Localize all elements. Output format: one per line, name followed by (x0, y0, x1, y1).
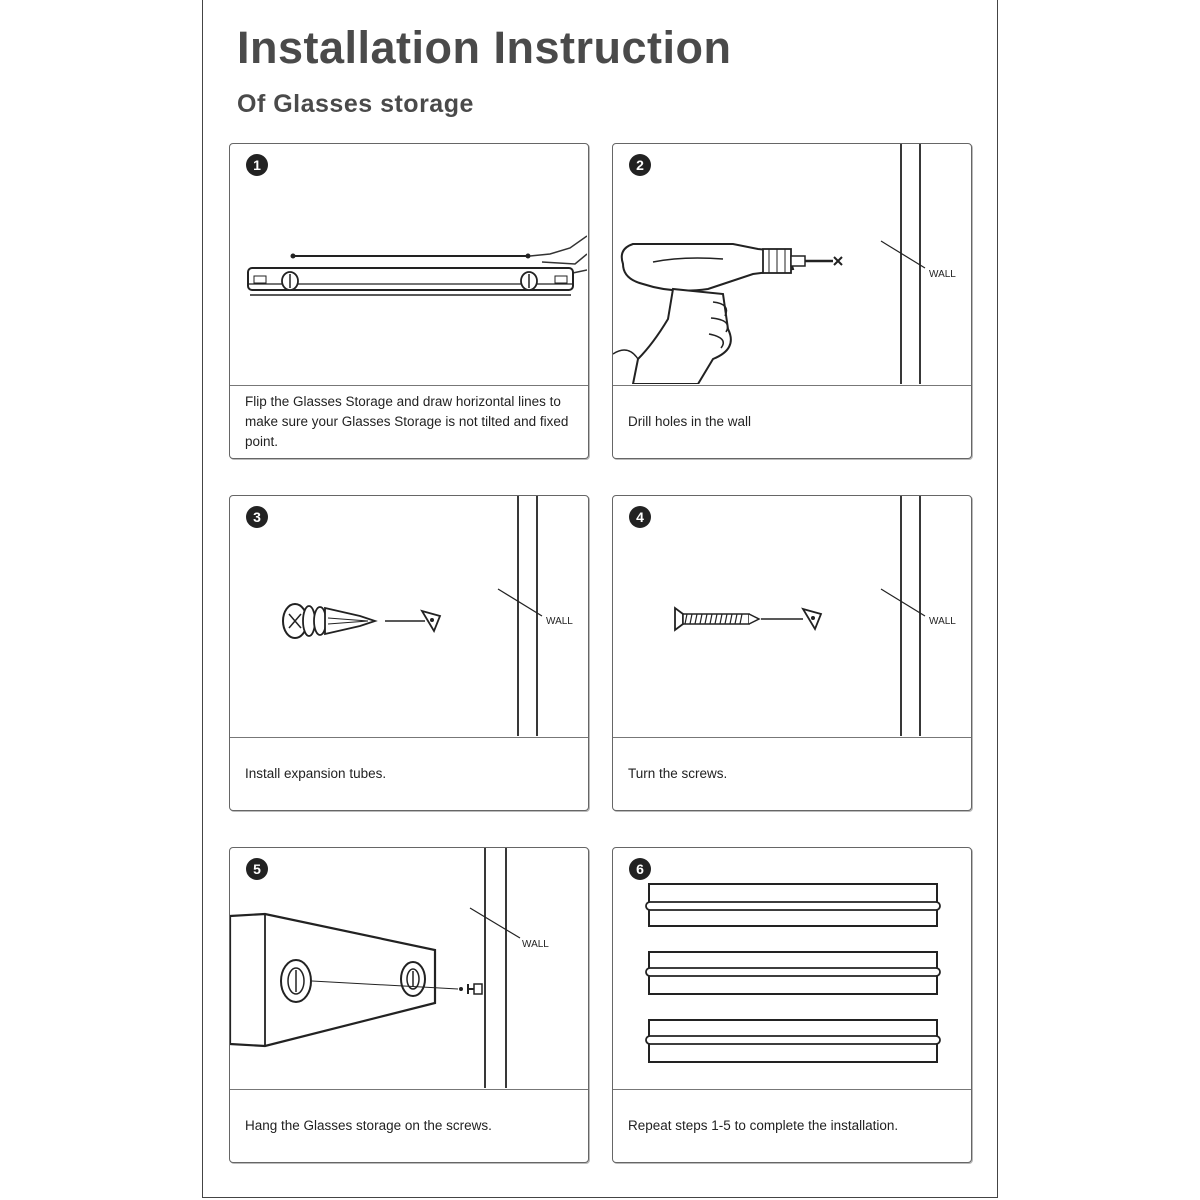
shelves-icon (613, 848, 970, 1088)
step-caption (230, 385, 588, 458)
step-number-badge: 2 (629, 154, 651, 176)
step-caption (613, 1089, 971, 1162)
wall-label: WALL (546, 616, 573, 627)
step-caption-text: Install expansion tubes. (245, 766, 387, 781)
step-number-badge: 5 (246, 858, 268, 880)
step-caption-text: Turn the screws. (628, 766, 728, 781)
step-caption (230, 737, 588, 810)
step-caption-text: Drill holes in the wall (628, 414, 752, 429)
step-caption-text: Flip the Glasses Storage and draw horizontal lines to make sure your Glasses Storage is not tilted and fixed point. (245, 394, 569, 449)
hang-bracket-icon (230, 848, 587, 1088)
wall-label: WALL (522, 939, 549, 950)
step-number-badge: 6 (629, 858, 651, 880)
step-panel-3 (229, 495, 589, 811)
step-panel-4 (612, 495, 972, 811)
step-number-badge: 3 (246, 506, 268, 528)
step-number-badge: 4 (629, 506, 651, 528)
step-panel-2 (612, 143, 972, 459)
step-caption (230, 1089, 588, 1162)
step-panel-5 (229, 847, 589, 1163)
step-panel-1 (229, 143, 589, 459)
drill-icon (613, 144, 970, 384)
page-title: Installation Instruction (237, 22, 732, 73)
step-caption (613, 385, 971, 458)
page-subtitle: Of Glasses storage (237, 90, 474, 118)
bracket-marking-icon (230, 144, 587, 384)
step-number-badge: 1 (246, 154, 268, 176)
step-caption-text: Repeat steps 1-5 to complete the installation. (628, 1118, 899, 1133)
step-caption-text: Hang the Glasses storage on the screws. (245, 1118, 492, 1133)
screw-icon (613, 496, 970, 736)
wall-label: WALL (929, 269, 956, 280)
wall-label: WALL (929, 616, 956, 627)
step-caption (613, 737, 971, 810)
expansion-tube-icon (230, 496, 587, 736)
step-panel-6 (612, 847, 972, 1163)
